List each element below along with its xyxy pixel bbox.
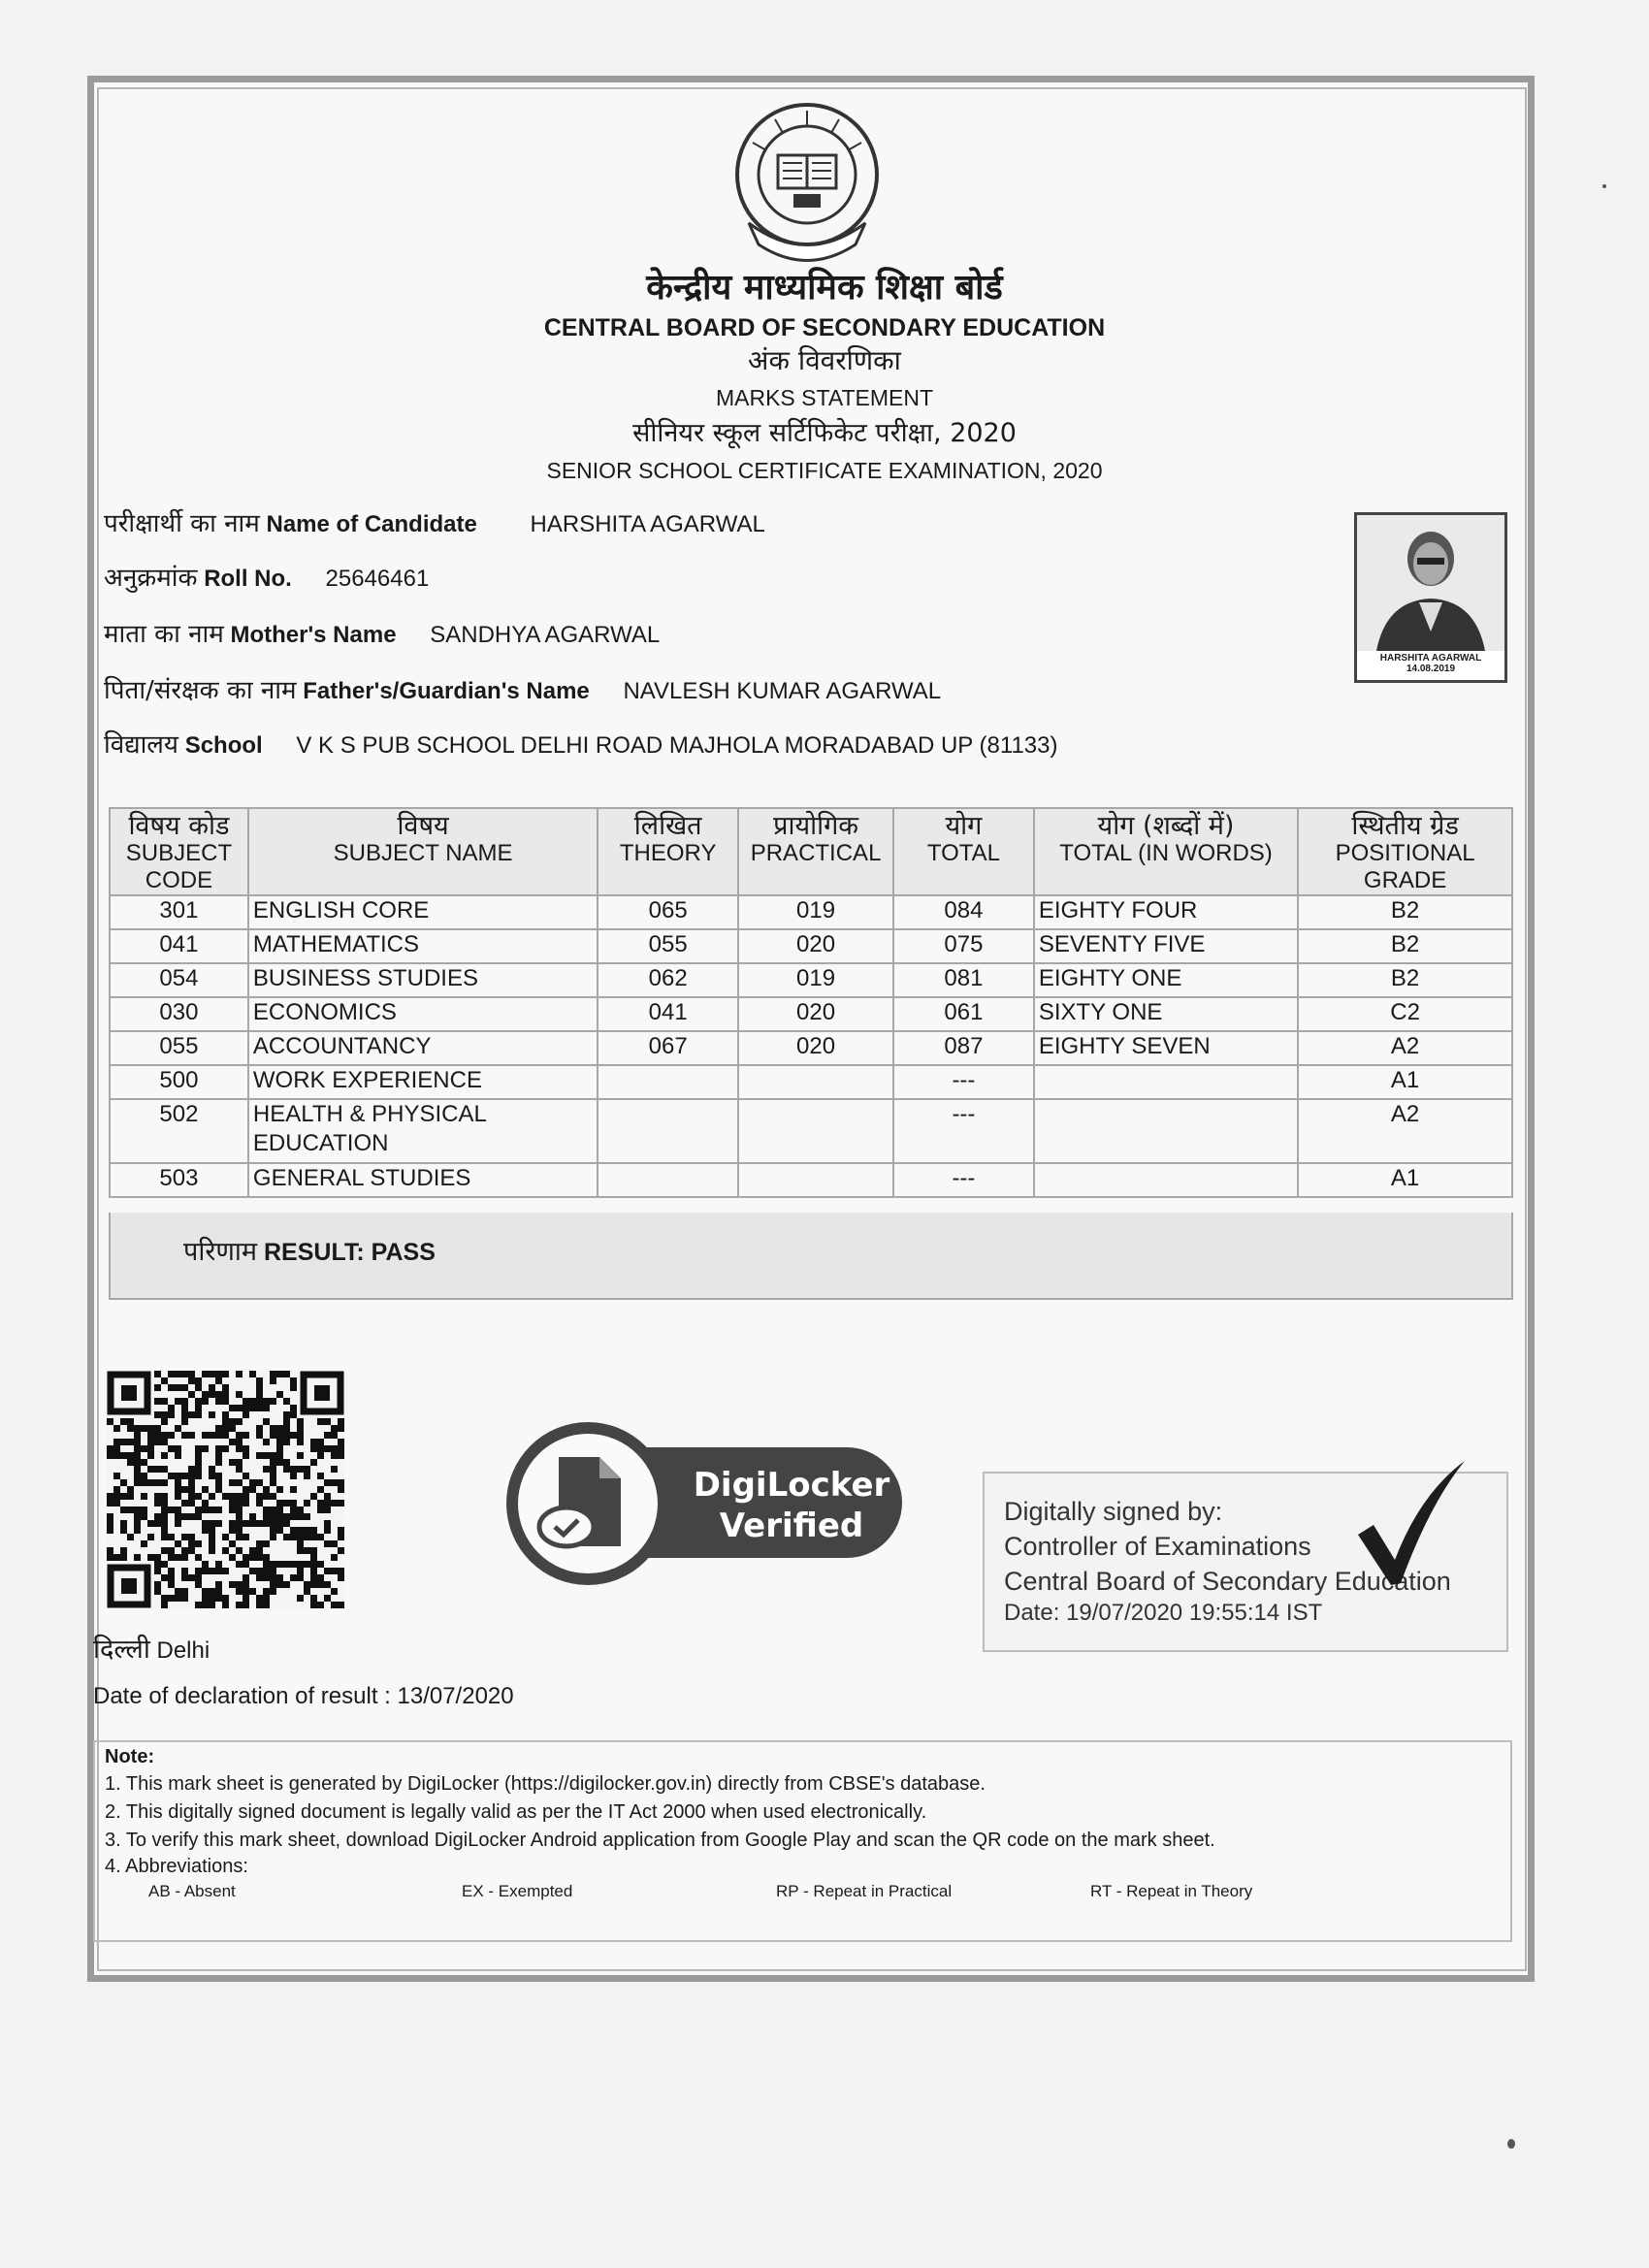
table-header-row — [110, 808, 1512, 895]
note-item: 4. Abbreviations: — [105, 1856, 248, 1877]
subject-code: 503 — [110, 1163, 248, 1197]
cbse-emblem-logo — [729, 97, 885, 270]
table-row — [110, 963, 1512, 997]
result-text: RESULT: PASS — [264, 1239, 436, 1266]
label: Roll No. — [204, 566, 292, 592]
total-marks: 087 — [893, 1031, 1034, 1065]
theory-marks — [598, 1163, 738, 1197]
label: Father's/Guardian's Name — [303, 678, 590, 704]
practical-marks — [738, 1099, 893, 1163]
header-total: योग TOTAL — [893, 808, 1034, 895]
header-positional-grade: स्थितीय ग्रेड POSITIONAL GRADE — [1298, 808, 1512, 895]
header-theory: लिखित THEORY — [598, 808, 738, 895]
candidate-photo — [1354, 512, 1507, 683]
total-in-words: EIGHTY FOUR — [1034, 895, 1298, 929]
practical-marks: 020 — [738, 929, 893, 963]
abbreviation: RP - Repeat in Practical — [776, 1882, 953, 1900]
declaration-date: Date of declaration of result : 13/07/2020 — [93, 1683, 514, 1709]
father-name: NAVLESH KUMAR AGARWAL — [623, 678, 942, 704]
subject-code: 500 — [110, 1065, 248, 1099]
subject-name: WORK EXPERIENCE — [248, 1065, 598, 1099]
header-subject-name: विषय SUBJECT NAME — [248, 808, 598, 895]
subject-code: 041 — [110, 929, 248, 963]
abbreviation: AB - Absent — [148, 1882, 236, 1900]
practical-marks: 019 — [738, 895, 893, 929]
practical-marks: 020 — [738, 1031, 893, 1065]
table-row — [110, 997, 1512, 1031]
subject-name: ENGLISH CORE — [248, 895, 598, 929]
note-item: 3. To verify this mark sheet, download DigiLocker Android application from Google Play and scan the QR code on the mark sheet. — [105, 1830, 1215, 1851]
table-row — [110, 895, 1512, 929]
practical-marks — [738, 1163, 893, 1197]
place-hindi: दिल्ली — [93, 1635, 150, 1665]
total-in-words — [1034, 1163, 1298, 1197]
grade: B2 — [1298, 929, 1512, 963]
badge-line1: DigiLocker — [693, 1466, 890, 1505]
photo-caption: HARSHITA AGARWAL 14.08.2019 — [1379, 653, 1482, 674]
scan-speck — [1602, 184, 1606, 188]
practical-marks: 019 — [738, 963, 893, 997]
signature-line1: Digitally signed by: — [1004, 1497, 1223, 1526]
subject-name: GENERAL STUDIES — [248, 1163, 598, 1197]
signature-date: Date: 19/07/2020 19:55:14 IST — [1004, 1600, 1323, 1626]
total-marks: --- — [893, 1163, 1034, 1197]
badge-line2: Verified — [719, 1507, 864, 1545]
label-hindi: विद्यालय — [104, 730, 179, 760]
note-item: 1. This mark sheet is generated by DigiLocker (https://digilocker.gov.in) directly from CBSE's database. — [105, 1773, 986, 1795]
theory-marks: 041 — [598, 997, 738, 1031]
theory-marks: 067 — [598, 1031, 738, 1065]
subject-name: MATHEMATICS — [248, 929, 598, 963]
school-name: V K S PUB SCHOOL DELHI ROAD MAJHOLA MORADABAD UP (81133) — [296, 732, 1058, 759]
label-hindi: अनुक्रमांक — [104, 564, 198, 593]
subject-code: 030 — [110, 997, 248, 1031]
table-row — [110, 1031, 1512, 1065]
signature-line3: Central Board of Secondary Education — [1004, 1567, 1451, 1596]
total-marks: 075 — [893, 929, 1034, 963]
abbreviation: RT - Repeat in Theory — [1090, 1882, 1253, 1900]
grade: A1 — [1298, 1163, 1512, 1197]
candidate-name-row — [104, 504, 765, 539]
table-row — [110, 1099, 1512, 1163]
header-practical: प्रायोगिक PRACTICAL — [738, 808, 893, 895]
grade: A2 — [1298, 1031, 1512, 1065]
grade: B2 — [1298, 895, 1512, 929]
label: Mother's Name — [230, 622, 397, 648]
board-title: CENTRAL BOARD OF SECONDARY EDUCATION — [543, 314, 1106, 341]
total-marks: 081 — [893, 963, 1034, 997]
label-hindi: परीक्षार्थी का नाम — [104, 509, 260, 538]
school-row — [104, 726, 1057, 761]
grade: A2 — [1298, 1099, 1512, 1163]
subject-code: 502 — [110, 1099, 248, 1163]
board-title-hindi: केन्द्रीय माध्यमिक शिक्षा बोर्ड — [646, 268, 1003, 308]
total-in-words: EIGHTY ONE — [1034, 963, 1298, 997]
place — [93, 1630, 210, 1666]
scan-speck — [1507, 2139, 1515, 2149]
practical-marks — [738, 1065, 893, 1099]
result-box — [109, 1213, 1513, 1300]
father-name-row — [104, 671, 941, 706]
person-photo-icon — [1357, 515, 1504, 651]
header-subject-code: विषय कोड SUBJECT CODE — [110, 808, 248, 895]
subject-name: BUSINESS STUDIES — [248, 963, 598, 997]
total-in-words: SIXTY ONE — [1034, 997, 1298, 1031]
signature-line2: Controller of Examinations — [1004, 1532, 1311, 1561]
place-english: Delhi — [156, 1637, 210, 1664]
roll-number: 25646461 — [325, 566, 430, 592]
grade: C2 — [1298, 997, 1512, 1031]
total-in-words: SEVENTY FIVE — [1034, 929, 1298, 963]
mother-name: SANDHYA AGARWAL — [430, 622, 661, 648]
subject-code: 301 — [110, 895, 248, 929]
table-row — [110, 1065, 1512, 1099]
theory-marks — [598, 1065, 738, 1099]
digilocker-verified-badge — [502, 1418, 910, 1588]
exam-title-hindi: सीनियर स्कूल सर्टिफिकेट परीक्षा, 2020 — [632, 418, 1017, 448]
qr-code-icon — [107, 1371, 344, 1608]
checkmark-icon — [1352, 1455, 1467, 1591]
notes-title: Note: — [105, 1746, 155, 1767]
exam-title: SENIOR SCHOOL CERTIFICATE EXAMINATION, 2020 — [546, 458, 1103, 483]
candidate-name: HARSHITA AGARWAL — [530, 511, 765, 537]
result-label-hindi: परिणाम — [183, 1237, 258, 1267]
theory-marks: 065 — [598, 895, 738, 929]
abbreviation: EX - Exempted — [462, 1882, 573, 1900]
marks-table — [109, 807, 1513, 1198]
total-in-words — [1034, 1065, 1298, 1099]
subject-code: 054 — [110, 963, 248, 997]
roll-number-row — [104, 559, 429, 594]
statement-title: MARKS STATEMENT — [715, 385, 934, 410]
total-marks: 084 — [893, 895, 1034, 929]
mother-name-row — [104, 615, 660, 650]
label-hindi: पिता/संरक्षक का नाम — [104, 676, 297, 705]
subject-name: ECONOMICS — [248, 997, 598, 1031]
total-marks: --- — [893, 1065, 1034, 1099]
theory-marks — [598, 1099, 738, 1163]
table-row — [110, 929, 1512, 963]
label-hindi: माता का नाम — [104, 620, 224, 649]
header-total-in-words: योग (शब्दों में) TOTAL (IN WORDS) — [1034, 808, 1298, 895]
total-marks: 061 — [893, 997, 1034, 1031]
note-item: 2. This digitally signed document is legally valid as per the IT Act 2000 when used electronically. — [105, 1801, 927, 1823]
label: School — [184, 732, 263, 759]
grade: B2 — [1298, 963, 1512, 997]
total-marks: --- — [893, 1099, 1034, 1163]
statement-title-hindi: अंक विवरणिका — [748, 344, 901, 376]
practical-marks: 020 — [738, 997, 893, 1031]
total-in-words — [1034, 1099, 1298, 1163]
theory-marks: 062 — [598, 963, 738, 997]
label: Name of Candidate — [266, 511, 477, 537]
grade: A1 — [1298, 1065, 1512, 1099]
notes-box — [93, 1740, 1512, 1942]
total-in-words: EIGHTY SEVEN — [1034, 1031, 1298, 1065]
subject-name: HEALTH & PHYSICAL EDUCATION — [248, 1099, 598, 1163]
theory-marks: 055 — [598, 929, 738, 963]
result — [183, 1232, 436, 1268]
subject-name: ACCOUNTANCY — [248, 1031, 598, 1065]
subject-code: 055 — [110, 1031, 248, 1065]
table-row — [110, 1163, 1512, 1197]
